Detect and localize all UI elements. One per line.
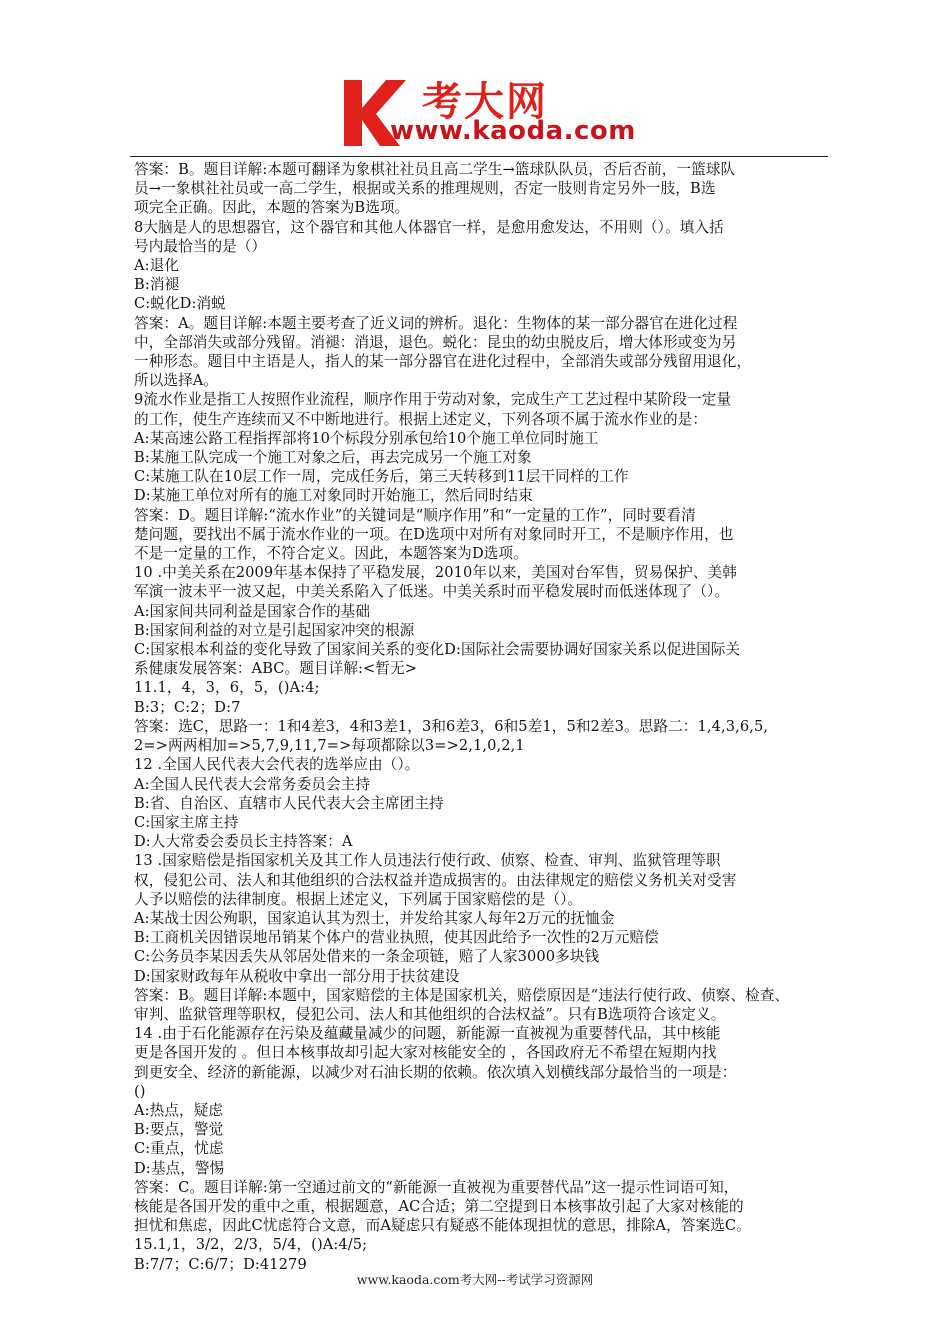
- text-line: B:3；C:2；D:7: [134, 698, 241, 716]
- text-line: 13 .国家赔偿是指国家机关及其工作人员违法行使行政、侦察、检查、审判、监狱管理等职: [134, 852, 721, 870]
- text-line: 答案：C。题目详解:第一空通过前文的“新能源一直被视为重要替代品”这一提示性词语可知，: [134, 1178, 739, 1196]
- text-line: 系健康发展答案：ABC。题目详解:<暂无>: [134, 660, 418, 678]
- text-line: B:消褪: [134, 276, 180, 294]
- text-line: 楚问题，要找出不属于流水作业的一项。在D选项中对所有对象同时开工，不是顺序作用，也: [134, 525, 734, 543]
- text-line: A:全国人民代表大会常务委员会主持: [134, 775, 371, 793]
- text-line: 答案：D。题目详解:“流水作业”的关键词是“顺序作用”和“一定量的工作”，同时要看清: [134, 506, 696, 524]
- text-line: C:公务员李某因丢失从邻居处借来的一条金项链，赔了人家3000多块钱: [134, 948, 600, 966]
- text-line: 9流水作业是指工人按照作业流程，顺序作用于劳动对象，完成生产工艺过程中某阶段一定量: [134, 391, 732, 409]
- text-line: 到更安全、经济的新能源，以减少对石油长期的依赖。依次填入划横线部分最恰当的一项是：: [134, 1063, 737, 1081]
- text-line: 答案：选C，思路一：1和4差3，4和3差1，3和6差3，6和5差1，5和2差3。思路二：1,4,3,6,5,: [134, 717, 769, 735]
- text-line: 11.1，4，3，6，5，()A:4;: [134, 679, 320, 697]
- text-line: 答案：B。题目详解:本题中，国家赔偿的主体是国家机关，赔偿原因是“违法行使行政、侦察、检查、: [134, 986, 790, 1004]
- text-line: 中，全部消失或部分残留。消褪：消退，退色。蜕化：昆虫的幼虫脱皮后，增大体形或变为另: [134, 333, 737, 351]
- text-line: 人予以赔偿的法律制度。根据上述定义，下列属于国家赔偿的是（）。: [134, 890, 583, 908]
- text-line: D:某施工单位对所有的施工对象同时开始施工，然后同时结束: [134, 487, 533, 505]
- text-line: 更是各国开发的 。但日本核事故却引起大家对核能安全的 ，各国政府无不希望在短期内找: [134, 1044, 717, 1062]
- header-divider: [130, 156, 828, 157]
- text-line: B:某施工队完成一个施工对象之后，再去完成另一个施工对象: [134, 449, 532, 467]
- text-line: B:要点，警觉: [134, 1121, 224, 1139]
- text-line: A:退化: [134, 257, 180, 275]
- brand-url: www.kaoda.com: [390, 116, 636, 146]
- text-line: C:蜕化D:消蜕: [134, 295, 226, 313]
- text-line: 15.1,1，3/2，2/3，5/4，()A:4/5;: [134, 1236, 368, 1254]
- brand-name: 考大网: [422, 79, 548, 125]
- text-line: 的工作，使生产连续而又不中断地进行。根据上述定义，下列各项不属于流水作业的是：: [134, 410, 708, 428]
- text-line: B:国家间利益的对立是引起国家冲突的根源: [134, 621, 415, 639]
- text-line: 员→一象棋社社员或一高二学生，根据或关系的推理规则，否定一肢则肯定另外一肢，B选: [134, 180, 716, 198]
- text-line: 担忧和焦虑，因此C忧虑符合文意，而A疑虑只有疑惑不能体现担忧的意思，排除A，答案选C。: [134, 1217, 751, 1235]
- kaoda-logo: [340, 74, 670, 154]
- document-body: [134, 160, 834, 1274]
- text-line: 项完全正确。因此，本题的答案为B选项。: [134, 199, 410, 217]
- text-line: 12 .全国人民代表大会代表的选举应由（）。: [134, 756, 420, 774]
- text-line: C:国家根本利益的变化导致了国家间关系的变化D:国际社会需要协调好国家关系以促进国际关: [134, 641, 741, 659]
- text-line: 所以选择A。: [134, 372, 219, 390]
- text-line: 军演一波未平一波又起，中美关系陷入了低迷。中美关系时而平稳发展时而低迷体现了（）。: [134, 583, 730, 601]
- text-line: 号内最恰当的是（）: [134, 237, 267, 255]
- text-line: D:基点，警惕: [134, 1159, 225, 1177]
- text-line: 不是一定量的工作，不符合定义。因此，本题答案为D选项。: [134, 545, 528, 563]
- text-line: (): [134, 1082, 146, 1100]
- text-line: B:省、自治区、直辖市人民代表大会主席团主持: [134, 794, 444, 812]
- text-line: A:某战士因公殉职，国家追认其为烈士，并发给其家人每年2万元的抚恤金: [134, 909, 615, 927]
- text-line: C:某施工队在10层工作一周，完成任务后，第三天转移到11层干同样的工作: [134, 468, 629, 486]
- text-line: 答案：A。题目详解:本题主要考查了近义词的辨析。退化：生物体的某一部分器官在进化过程: [134, 314, 738, 332]
- text-line: A:国家间共同利益是国家合作的基础: [134, 602, 371, 620]
- text-line: 答案：B。题目详解:本题可翻译为象棋社社员且高二学生→篮球队队员，否后否前，一篮球队: [134, 161, 736, 178]
- text-line: C:重点，忧虑: [134, 1140, 224, 1158]
- text-line: A:某高速公路工程指挥部将10个标段分别承包给10个施工单位同时施工: [134, 429, 599, 447]
- text-line: D:人大常委会委员长主持答案：A: [134, 833, 353, 851]
- text-line: B:工商机关因错误地吊销某个体户的营业执照，使其因此给予一次性的2万元赔偿: [134, 929, 659, 947]
- text-line: D:国家财政每年从税收中拿出一部分用于扶贫建设: [134, 967, 460, 985]
- text-line: 8大脑是人的思想器官，这个器官和其他人体器官一样，是愈用愈发达，不用则（）。填入括: [134, 218, 724, 236]
- text-line: 核能是各国开发的重中之重，根据题意，AC合适；第二空提到日本核事故引起了大家对核能的: [134, 1197, 744, 1215]
- page-footer: www.kaoda.com考大网--考试学习资源网: [356, 1272, 594, 1287]
- text-line: 2=>两两相加=>5,7,9,11,7=>每项都除以3=>2,1,0,2,1: [134, 737, 525, 755]
- text-line: A:热点，疑虑: [134, 1101, 224, 1119]
- text-line: C:国家主席主持: [134, 813, 239, 831]
- text-line: 14 .由于石化能源存在污染及蕴藏量减少的问题，新能源一直被视为重要替代品，其中核能: [134, 1025, 721, 1043]
- text-line: 10 .中美关系在2009年基本保持了平稳发展，2010年以来，美国对台军售，贸易保护、美韩: [134, 564, 737, 582]
- text-line: B:7/7；C:6/7；D:41279: [134, 1255, 307, 1273]
- text-line: 审判、监狱管理等职权，侵犯公司、法人和其他组织的合法权益”。只有B选项符合该定义。: [134, 1005, 726, 1023]
- text-line: 权，侵犯公司、法人和其他组织的合法权益并造成损害的。由法律规定的赔偿义务机关对受害: [134, 871, 737, 889]
- text-line: 一种形态。题目中主语是人，指人的某一部分器官在进化过程中，全部消失或部分残留用退化，: [134, 353, 752, 371]
